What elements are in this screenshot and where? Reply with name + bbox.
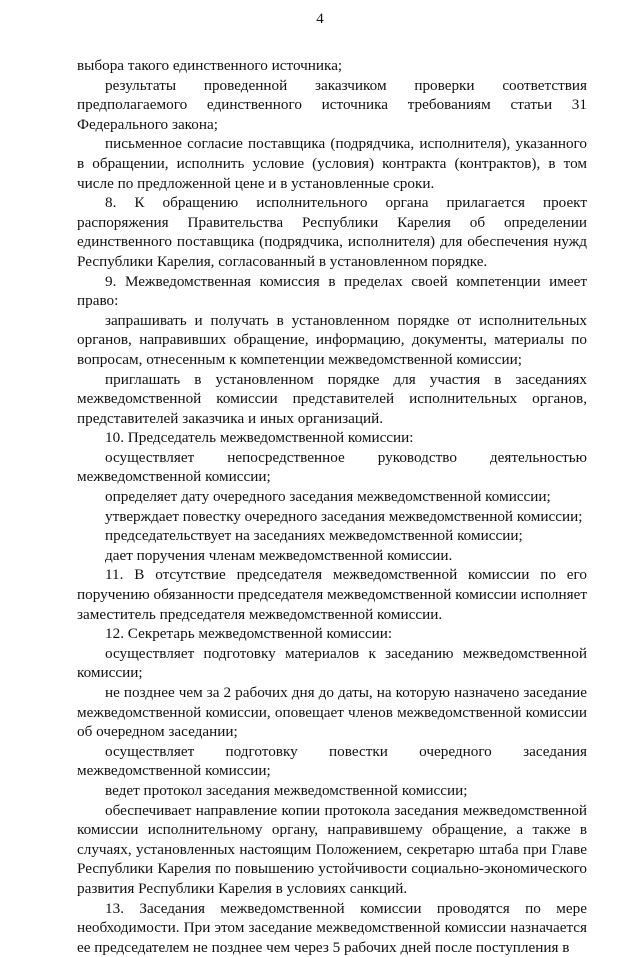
paragraph: письменное согласие поставщика (подрядчика, исполнителя), указанного в обращении, исполнить условие (условия) контракта (контрактов), в том числе по предложенной цене и в установленные сроки. [77,135,587,192]
paragraph: осуществляет непосредственное руководство деятельностью межведомственной комиссии; [77,448,587,486]
paragraph: утверждает повестку очередного заседания межведомственной комиссии; [105,507,583,525]
paragraph: 8. К обращению исполнительного органа прилагается проект распоряжения Правительства Республики Карелия об определении единственного поставщика (подрядчика, исполнителя) для обеспечения нужд Республики Карелия, согласованный в установленном порядке. [77,194,587,270]
paragraph: 9. Межведомственная комиссия в пределах своей компетенции имеет право: [77,272,587,310]
paragraph: результаты проведенной заказчиком проверки соответствия предполагаемого единственного источника требованиям статьи 31 Федерального закона; [77,76,587,133]
paragraph: приглашать в установленном порядке для участия в заседаниях межведомственной комиссии представителей исполнительных органов, представителей заказчика и иных организаций. [77,370,587,427]
paragraph: дает поручения членам межведомственной комиссии. [105,546,453,564]
paragraph: 12. Секретарь межведомственной комиссии: [105,625,393,643]
page-number: 4 [316,11,324,27]
paragraph: 10. Председатель межведомственной комиссии: [105,429,414,447]
paragraph: ведет протокол заседания межведомственной комиссии; [105,781,468,799]
paragraph: не позднее чем за 2 рабочих дня до даты, на которую назначено заседание межведомственной комиссии, оповещает членов межведомственной комиссии об очередном заседании; [77,684,587,741]
paragraph: выбора такого единственного источника; [77,57,343,74]
paragraph: запрашивать и получать в установленном порядке от исполнительных органов, направивших обращение, информацию, документы, материалы по вопросам, отнесенным к компетенции межведомственной комиссии; [77,311,587,368]
paragraph: осуществляет подготовку материалов к заседанию межведомственной комиссии; [77,644,587,682]
paragraph: 11. В отсутствие председателя межведомственной комиссии по его поручению обязанности председателя межведомственной комиссии исполняет заместитель председателя межведомственной комиссии. [77,566,587,623]
paragraph: определяет дату очередного заседания межведомственной комиссии; [105,488,551,506]
paragraph: 13. Заседания межведомственной комиссии проводятся по мере необходимости. При этом заседание межведомственной комиссии назначается ее председателем не позднее чем через 5 рабочих дней после поступления в [77,899,587,956]
paragraph: осуществляет подготовку повестки очередного заседания межведомственной комиссии; [77,742,587,780]
paragraph: председательствует на заседаниях межведомственной комиссии; [105,527,523,545]
paragraph: обеспечивает направление копии протокола заседания межведомственной комиссии исполнительному органу, направившему обращение, а также в случаях, установленных настоящим Положением, секретарю штаба при Главе Республики Карелия по повышению устойчивости социально-экономического развития Республики Карелия в условиях санкций. [77,801,587,897]
document-body [77,56,587,957]
